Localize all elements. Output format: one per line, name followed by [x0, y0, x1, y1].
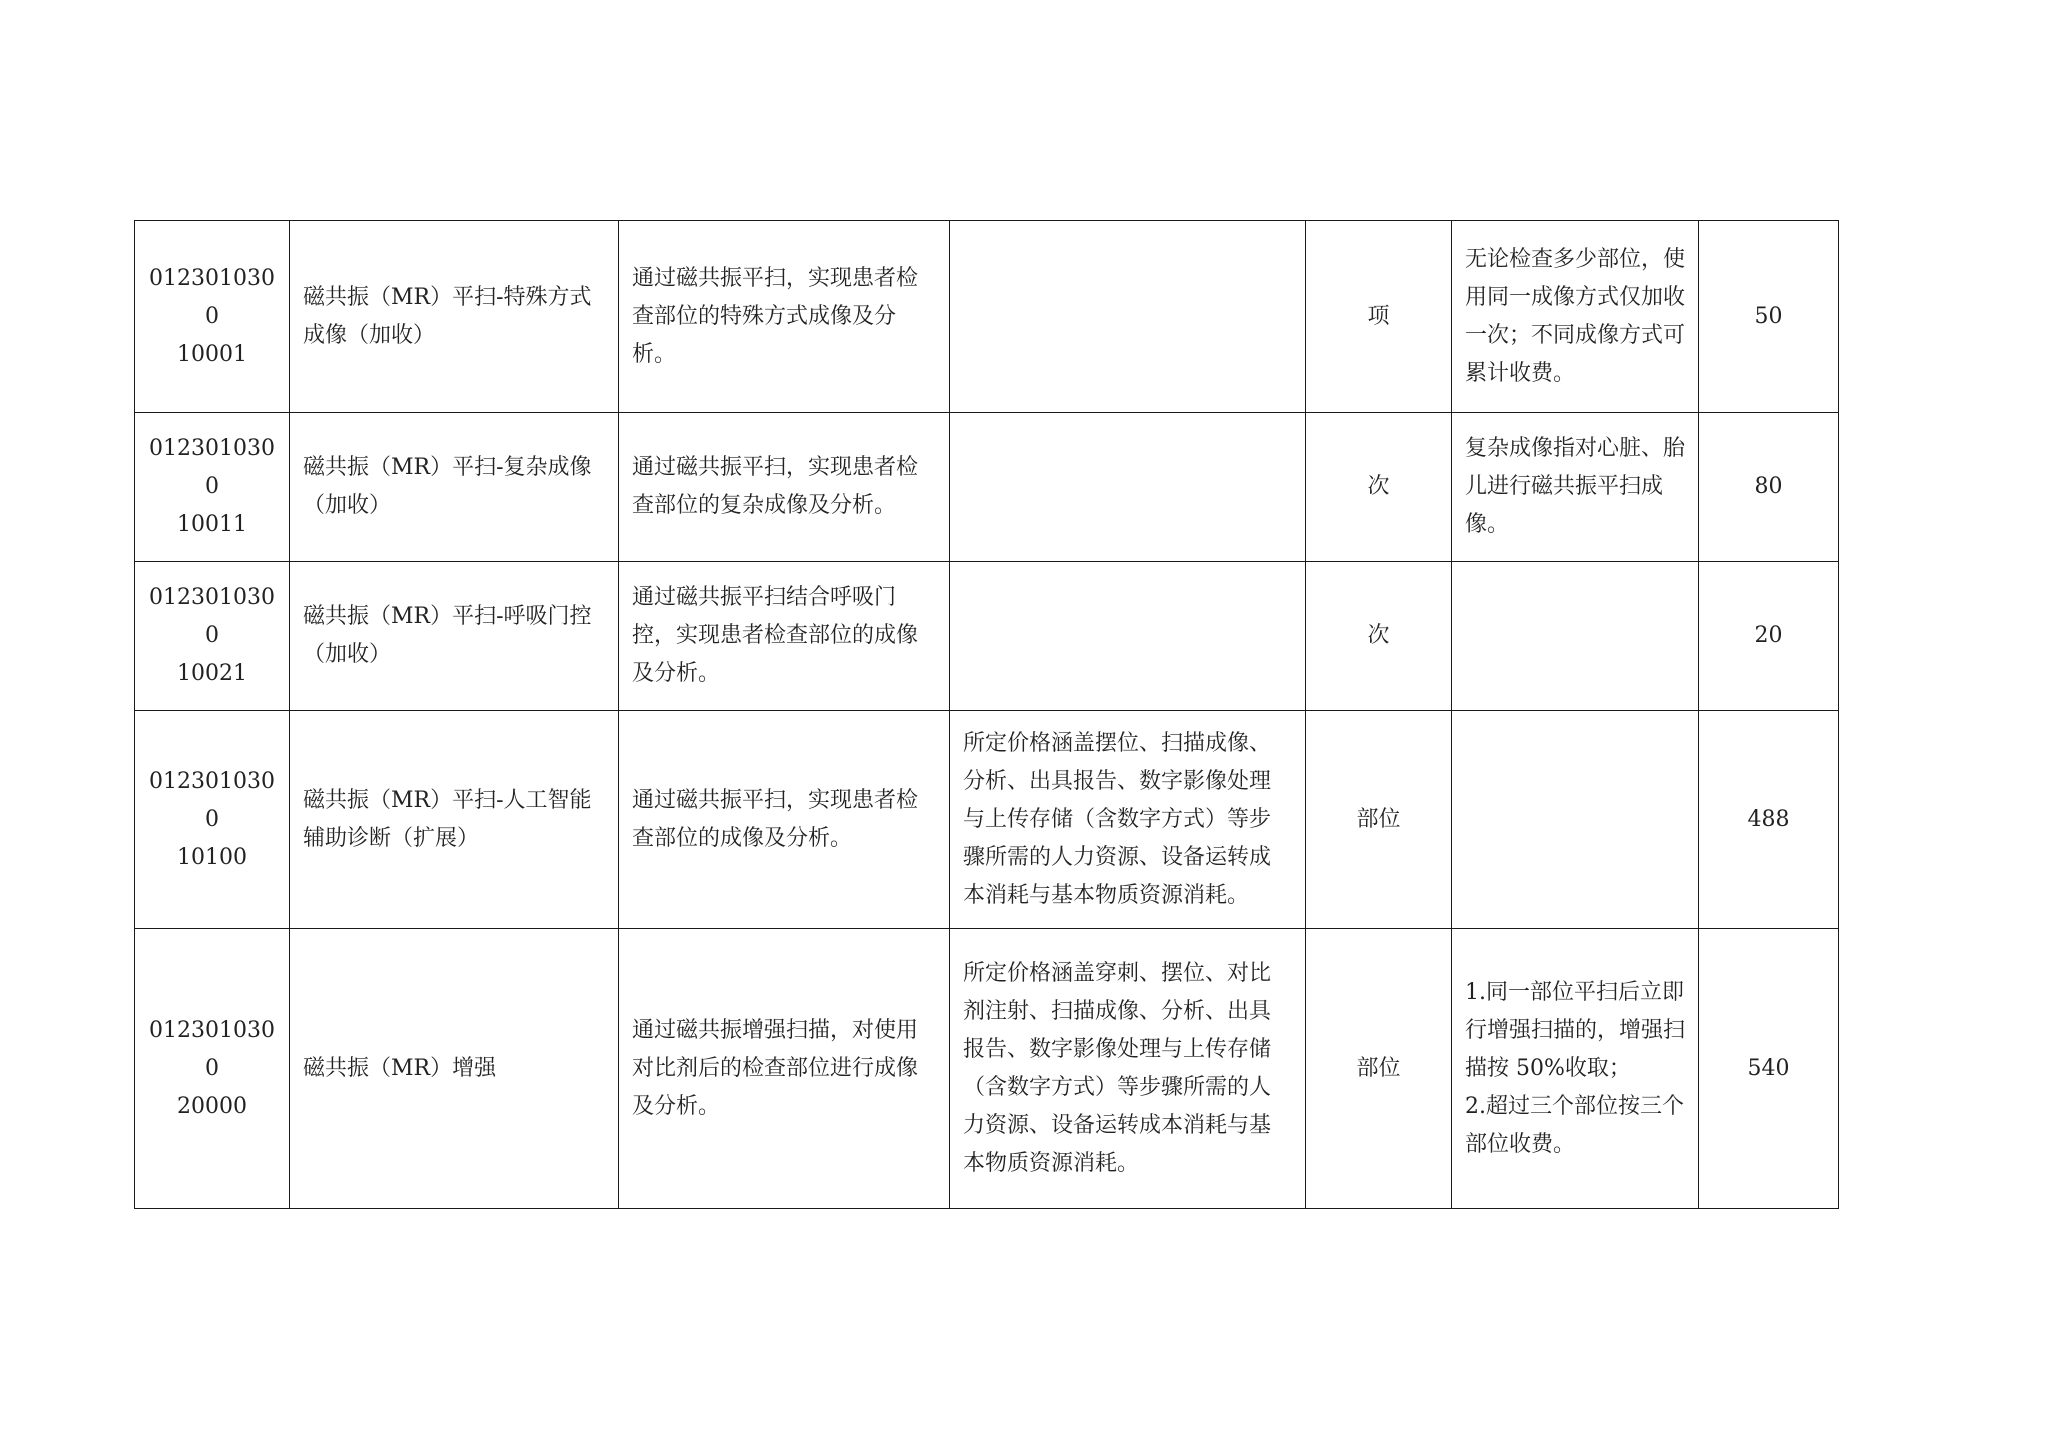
item-note-line: 复杂成像指对心脏、胎儿进行磁共振平扫成像。	[1465, 436, 1686, 537]
item-note	[1452, 413, 1699, 562]
item-name: 磁共振（MR）平扫-呼吸门控（加收）	[290, 562, 619, 711]
item-content: 通过磁共振平扫，实现患者检查部位的成像及分析。	[619, 711, 950, 929]
item-name: 磁共振（MR）平扫-复杂成像（加收）	[290, 413, 619, 562]
item-code-part: 20000	[177, 1093, 247, 1119]
item-code	[135, 929, 290, 1209]
item-unit: 部位	[1306, 929, 1452, 1209]
item-price: 540	[1699, 929, 1839, 1209]
item-content: 通过磁共振平扫结合呼吸门控，实现患者检查部位的成像及分析。	[619, 562, 950, 711]
item-note	[1452, 562, 1699, 711]
item-content: 通过磁共振平扫，实现患者检查部位的复杂成像及分析。	[619, 413, 950, 562]
item-code-part: 0123010300	[149, 436, 275, 499]
item-price: 50	[1699, 221, 1839, 413]
table-row	[135, 413, 1839, 562]
price-table	[134, 220, 1839, 1209]
item-code-part: 10001	[177, 341, 247, 367]
item-name: 磁共振（MR）平扫-特殊方式成像（加收）	[290, 221, 619, 413]
item-code	[135, 221, 290, 413]
item-coverage	[950, 221, 1306, 413]
item-note-line: 1.同一部位平扫后立即行增强扫描的，增强扫描按 50%收取；	[1465, 979, 1686, 1081]
item-code-part: 0123010300	[149, 265, 275, 329]
item-code-part: 10100	[177, 844, 247, 870]
item-coverage: 所定价格涵盖穿刺、摆位、对比剂注射、扫描成像、分析、出具报告、数字影像处理与上传存储（含数字方式）等步骤所需的人力资源、设备运转成本消耗与基本物质资源消耗。	[950, 929, 1306, 1209]
item-note	[1452, 221, 1699, 413]
item-code	[135, 562, 290, 711]
item-price: 80	[1699, 413, 1839, 562]
item-content: 通过磁共振增强扫描，对使用对比剂后的检查部位进行成像及分析。	[619, 929, 950, 1209]
item-coverage: 所定价格涵盖摆位、扫描成像、分析、出具报告、数字影像处理与上传存储（含数字方式）等步骤所需的人力资源、设备运转成本消耗与基本物质资源消耗。	[950, 711, 1306, 929]
table-row	[135, 929, 1839, 1209]
item-code-part: 0123010300	[149, 1017, 275, 1081]
item-unit: 次	[1306, 413, 1452, 562]
item-unit: 次	[1306, 562, 1452, 711]
item-note	[1452, 929, 1699, 1209]
item-note-line: 2.超过三个部位按三个部位收费。	[1465, 1093, 1684, 1157]
item-name: 磁共振（MR）增强	[290, 929, 619, 1209]
item-note	[1452, 711, 1699, 929]
item-coverage	[950, 413, 1306, 562]
item-coverage	[950, 562, 1306, 711]
table-row	[135, 711, 1839, 929]
item-code-part: 0123010300	[149, 768, 275, 832]
item-price: 488	[1699, 711, 1839, 929]
item-code	[135, 413, 290, 562]
item-note-line: 无论检查多少部位，使用同一成像方式仅加收一次；不同成像方式可累计收费。	[1465, 246, 1686, 386]
item-content: 通过磁共振平扫，实现患者检查部位的特殊方式成像及分析。	[619, 221, 950, 413]
table-row	[135, 562, 1839, 711]
item-unit: 项	[1306, 221, 1452, 413]
item-name: 磁共振（MR）平扫-人工智能辅助诊断（扩展）	[290, 711, 619, 929]
table-row	[135, 221, 1839, 413]
item-code-part: 0123010300	[149, 585, 275, 648]
item-code-part: 10011	[177, 512, 247, 537]
item-unit: 部位	[1306, 711, 1452, 929]
item-code	[135, 711, 290, 929]
item-code-part: 10021	[177, 661, 247, 686]
item-price: 20	[1699, 562, 1839, 711]
